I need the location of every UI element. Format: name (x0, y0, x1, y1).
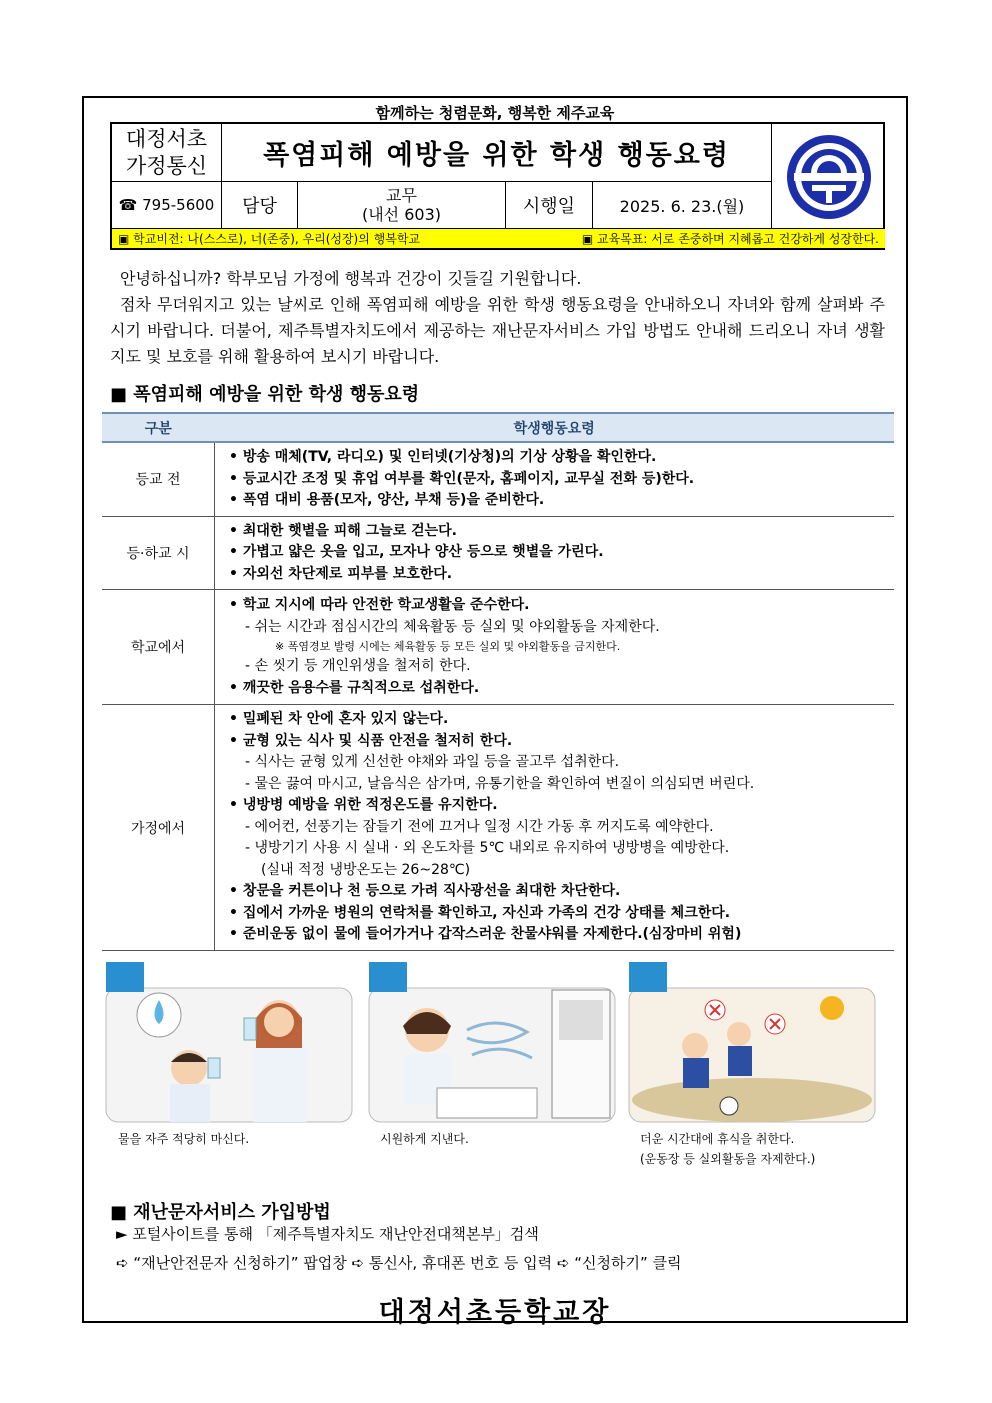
list-item: - 물은 끓여 마시고, 날음식은 삼가며, 유통기한을 확인하여 변질이 의심되면 버린다. (245, 775, 755, 792)
row-category: 가정에서 (102, 705, 215, 951)
effective-date-label: 시행일 (506, 182, 593, 228)
behavior-table (102, 412, 894, 951)
row-items (215, 442, 895, 516)
illustration-drink-water (104, 960, 354, 1128)
newsletter-type-line2: 가정통신 (125, 153, 208, 178)
table-header-row (102, 413, 894, 442)
list-item: • 균형 있는 식사 및 식품 안전을 철저히 한다. (229, 731, 884, 753)
department-name: 교무 (386, 186, 417, 205)
list-item-note: ※ 폭염경보 발령 시에는 체육활동 등 모든 실외 및 야외활동을 금지한다. (275, 640, 621, 653)
list-item: (실내 적정 냉방온도는 26~28℃) (261, 861, 471, 878)
person-in-charge-label: 담당 (222, 182, 298, 228)
header-table (110, 122, 885, 250)
list-item: • 방송 매체(TV, 라디오) 및 인터넷(기상청)의 기상 상황을 확인한다. (229, 447, 884, 469)
department-extension: (내선 603) (361, 205, 442, 224)
illustration-caption-sub: (운동장 등 실외활동을 자제한다.) (640, 1152, 816, 1166)
slogan: 함께하는 청렴문화, 행복한 제주교육 (375, 104, 615, 122)
table-row (102, 442, 894, 516)
row-items (215, 705, 895, 951)
intro-text (110, 266, 885, 370)
list-item: - 식사는 균형 있게 신선한 야채와 과일 등을 골고루 섭취한다. (245, 754, 620, 771)
illustration-caption: 물을 자주 적당히 마신다. (118, 1132, 250, 1146)
newsletter-type-line1: 대정서초 (125, 126, 208, 151)
illustration-caption: 더운 시간대에 휴식을 취한다. (640, 1132, 795, 1146)
row-category: 등·하교 시 (102, 516, 215, 590)
row-items (215, 516, 895, 590)
intro-paragraph-2: 점차 무더워지고 있는 날씨로 인해 폭염피해 예방을 위한 학생 행동요령을 안내하오니 자녀와 함께 살펴봐 주시기 바랍니다. 더불어, 제주특별자치도에서 제공하는 재난문자서비스 가입 방법도 안내해 드리오니 자녀 생활지도 및 보호를 위해 활용하여 보시기 바랍니다. (110, 295, 885, 366)
list-item: • 자외선 차단제로 피부를 보호한다. (229, 564, 884, 586)
section-title-registration: ■ 재난문자서비스 가입방법 (110, 1202, 331, 1223)
page-title: 폭염피해 예방을 위한 학생 행동요령 (222, 124, 772, 182)
illustration-stay-cool (367, 960, 617, 1128)
list-item: • 냉방병 예방을 위한 적정온도를 유지한다. (229, 795, 884, 817)
list-item: - 쉬는 시간과 점심시간의 체육활동 등 실외 및 야외활동을 자제한다. (245, 618, 660, 635)
vision-bar (112, 228, 885, 248)
list-item: • 최대한 햇볕을 피해 그늘로 걷는다. (229, 521, 884, 543)
department (298, 182, 506, 228)
registration-step-2: ➪ “재난안전문자 신청하기” 팝업창 ➪ 통신사, 휴대폰 번호 등 입력 ➪ “신청하기” 클릭 (116, 1254, 682, 1272)
list-item: - 에어컨, 선풍기는 잠들기 전에 끄거나 일정 시간 가동 후 꺼지도록 예약한다. (245, 818, 714, 835)
table-row (102, 705, 894, 951)
illustration-caption: 시원하게 지낸다. (380, 1132, 469, 1146)
phone-number: ☎ 795-5600 (112, 182, 222, 228)
list-item: • 폭염 대비 용품(모자, 양산, 부채 등)을 준비한다. (229, 490, 884, 512)
row-category: 등교 전 (102, 442, 215, 516)
school-emblem-icon (772, 124, 885, 229)
list-item: • 창문을 커튼이나 천 등으로 가려 직사광선을 최대한 차단한다. (229, 881, 884, 903)
list-item: • 깨끗한 음용수를 규칙적으로 섭취한다. (229, 678, 884, 700)
list-item: • 학교 지시에 따라 안전한 학교생활을 준수한다. (229, 595, 884, 617)
row-items (215, 590, 895, 705)
table-row (102, 516, 894, 590)
school-vision: ▣ 학교비전: 나(스스로), 너(존중), 우리(성장)의 행복학교 (118, 232, 421, 246)
illustration-rest-indoors (627, 960, 877, 1128)
list-item: • 집에서 가까운 병원의 연락처를 확인하고, 자신과 가족의 건강 상태를 체크한다. (229, 903, 884, 925)
list-item: • 준비운동 없이 물에 들어가거나 갑작스러운 찬물샤워를 자제한다.(심장마비 위험) (229, 924, 884, 946)
document-frame (82, 96, 908, 1328)
newsletter-type (112, 124, 222, 182)
education-goal: ▣ 교육목표: 서로 존중하며 지혜롭고 건강하게 성장한다. (581, 232, 879, 246)
effective-date: 2025. 6. 23.(월) (593, 182, 772, 228)
list-item: • 밀폐된 차 안에 혼자 있지 않는다. (229, 709, 884, 731)
section-title-behavior: ■ 폭염피해 예방을 위한 학생 행동요령 (110, 384, 420, 405)
list-item: - 손 씻기 등 개인위생을 철저히 한다. (245, 658, 471, 674)
list-item: • 가볍고 얇은 옷을 입고, 모자나 양산 등으로 햇볕을 가린다. (229, 542, 884, 564)
row-category: 학교에서 (102, 590, 215, 705)
table-header-category: 구분 (102, 413, 215, 442)
intro-paragraph-1: 안녕하십니까? 학부모님 가정에 행복과 건강이 깃들길 기원합니다. (120, 269, 582, 288)
table-row (102, 590, 894, 705)
table-header-guidelines: 학생행동요령 (215, 413, 895, 442)
registration-step-1: ► 포털사이트를 통해 「제주특별자치도 재난안전대책본부」검색 (116, 1225, 539, 1243)
list-item: - 냉방기기 사용 시 실내 · 외 온도차를 5℃ 내외로 유지하여 냉방병을 예방한다. (245, 840, 730, 857)
principal-signature: 대정서초등학교장 (378, 1297, 612, 1328)
list-item: • 등교시간 조정 및 휴업 여부를 확인(문자, 홈페이지, 교무실 전화 등)한다. (229, 469, 884, 491)
